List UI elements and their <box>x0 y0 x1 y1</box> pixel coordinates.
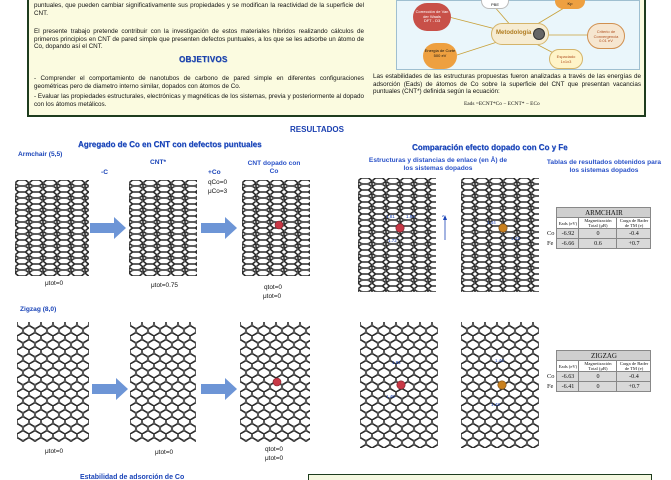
stability-text: Las estabilidades de las estructuras propuestas fueron analizadas a través de las energías de adsorción (Eads) de átomos de Co sobre la superficie del CNT que presentan vacancias puntuales (CNT*) definida según la ecuación: <box>373 73 641 96</box>
arrow-add-co-zz <box>201 378 237 405</box>
z-axis-indicator <box>440 214 450 247</box>
armchair-pristine-cnt <box>15 180 89 281</box>
arrow-remove-c-arm <box>90 217 126 244</box>
bond-length-label: 1.72 <box>388 238 397 243</box>
header-bader: Carga de Bader de TM (e) <box>617 361 651 372</box>
z-axis-label: z <box>442 214 444 218</box>
arm-q-doped: qtot=0 <box>264 284 282 291</box>
armchair-label: Armchair (5,5) <box>18 151 63 158</box>
col-cnt-star: CNT* <box>150 159 167 166</box>
intro-tail-text: puntuales, que pueden cambiar significativamente sus propiedades y se modifican la reactividad de la superficie del CNT. <box>34 2 364 17</box>
bond-length-label: 1.43 <box>491 402 500 407</box>
method-node-kp: Kp <box>555 0 585 9</box>
header-eads: Eads (eV) <box>557 361 579 372</box>
armchair-doped-cnt <box>242 180 310 281</box>
objectives-title: OBJETIVOS <box>179 55 228 64</box>
bond-length-label: 1.45 <box>386 394 395 399</box>
zz-mu-vacancy: μtot=0 <box>155 449 174 456</box>
arrow-add-co-arm <box>201 217 237 244</box>
header-bader: Carga de Bader de TM (e) <box>617 218 651 229</box>
bond-length-label: 1.81 <box>386 214 395 219</box>
right-section <box>358 137 359 138</box>
methodology-title: Metodología <box>496 30 532 36</box>
computer-icon <box>533 28 545 40</box>
zigzag-label: Zigzag (8,0) <box>20 306 57 313</box>
bond-length-label: 1.44 <box>495 358 504 363</box>
arm-mu-doped: μtot=0 <box>263 293 282 300</box>
adsorption-equation: Eads =ECNT*Co − ECNT* − ECo <box>464 101 540 107</box>
objective-2: - Evaluar las propiedades estructurales, electrónicas y magnéticas de los sistemas, previa y posteriormente al dopado con los átomos metálicos. <box>34 93 364 108</box>
col-plus-co: +Co <box>208 169 221 176</box>
method-node-vdw: Corrección de Van der Waals DFT - D3 <box>413 3 451 31</box>
bottom-right-panel <box>308 474 652 480</box>
method-node-cutoff: Energía de Corte 500 eV <box>423 43 457 69</box>
zigzag-vacancy-cnt <box>130 322 196 447</box>
tables-title: Tablas de resultados obtenidos para los sistemas dopados <box>546 159 662 174</box>
armchair-table-name: ARMCHAIR <box>557 208 651 218</box>
bond-length-label: 1.43 <box>511 236 520 241</box>
armchair-vacancy-cnt <box>129 180 197 281</box>
intro-goal-text: El presente trabajo pretende contribuir con la investigación de estos materiales híbridos realizando cálculos de primeros principios en CNT de pared simple que presenten defectos puntuales, a los que se les adsorbe un átomo de Co, dopando así el CNT. <box>34 28 364 51</box>
zigzag-pristine-cnt <box>17 322 89 447</box>
arrow-remove-c-zz <box>92 378 128 405</box>
method-node-convergence: Criterio de Convergencia 0.01 eV <box>587 23 625 49</box>
armchair-fe-structure <box>461 178 539 297</box>
bond-length-label: 1.81 <box>392 360 401 365</box>
zigzag-table-name: ZIGZAG <box>557 351 651 361</box>
intro-panel <box>27 0 646 117</box>
bond-length-label: 1.84 <box>406 214 415 219</box>
zigzag-fe-structure <box>461 322 539 453</box>
zz-mu-pristine: μtot=0 <box>45 448 64 455</box>
header-magnetization: Magnetización Total (μB) <box>579 218 617 229</box>
objective-1: - Comprender el comportamiento de nanotubos de carbono de pared simple en diferentes configuraciones geométricas pero de diametro interno similar, dopados con átomos de Co. <box>34 75 364 90</box>
methodology-diagram <box>396 0 640 70</box>
stability-section-title: Estabilidad de adsorción de Co <box>80 474 185 480</box>
results-title: RESULTADOS <box>290 125 344 134</box>
table-row: Fe -6.66 0.6 +0.7 <box>546 239 651 249</box>
zz-q-doped: qtot=0 <box>265 446 283 453</box>
table-row: Co -6.92 0 -0.4 <box>546 229 651 239</box>
arm-mu-pristine: μtot=0 <box>45 280 64 287</box>
left-section-title: Agregado de Co en CNT con defectos puntuales <box>78 140 262 149</box>
armchair-results-table <box>546 207 651 249</box>
col-doped: CNT dopado con Co <box>247 160 301 175</box>
q-co-label: qCo=0 <box>208 179 228 186</box>
arm-mu-vacancy: μtot=0.75 <box>151 282 178 289</box>
right-section-title: Comparación efecto dopado con Co y Fe <box>412 143 568 152</box>
method-node-pbe: PBE <box>481 0 509 9</box>
mu-co-label: μCo=3 <box>208 188 228 195</box>
method-node-spacing: Espaciado 1x1x3 <box>549 49 583 69</box>
col-minus-c: -C <box>101 169 108 176</box>
table-row: Fe -6.41 0 +0.7 <box>546 382 651 392</box>
zigzag-doped-cnt <box>240 322 310 447</box>
bond-length-label: 1.44 <box>487 220 496 225</box>
armchair-co-structure <box>358 178 436 297</box>
structures-title: Estructuras y distancias de enlace (en Å) de los sistemas dopados <box>368 157 508 172</box>
zigzag-results-table <box>546 350 651 392</box>
methodology-center <box>491 23 549 45</box>
zigzag-co-structure <box>360 322 438 453</box>
zz-mu-doped: μtot=0 <box>265 455 284 462</box>
header-eads: Eads (eV) <box>557 218 579 229</box>
header-magnetization: Magnetización Total (μB) <box>579 361 617 372</box>
table-row: Co -6.63 0 -0.4 <box>546 372 651 382</box>
